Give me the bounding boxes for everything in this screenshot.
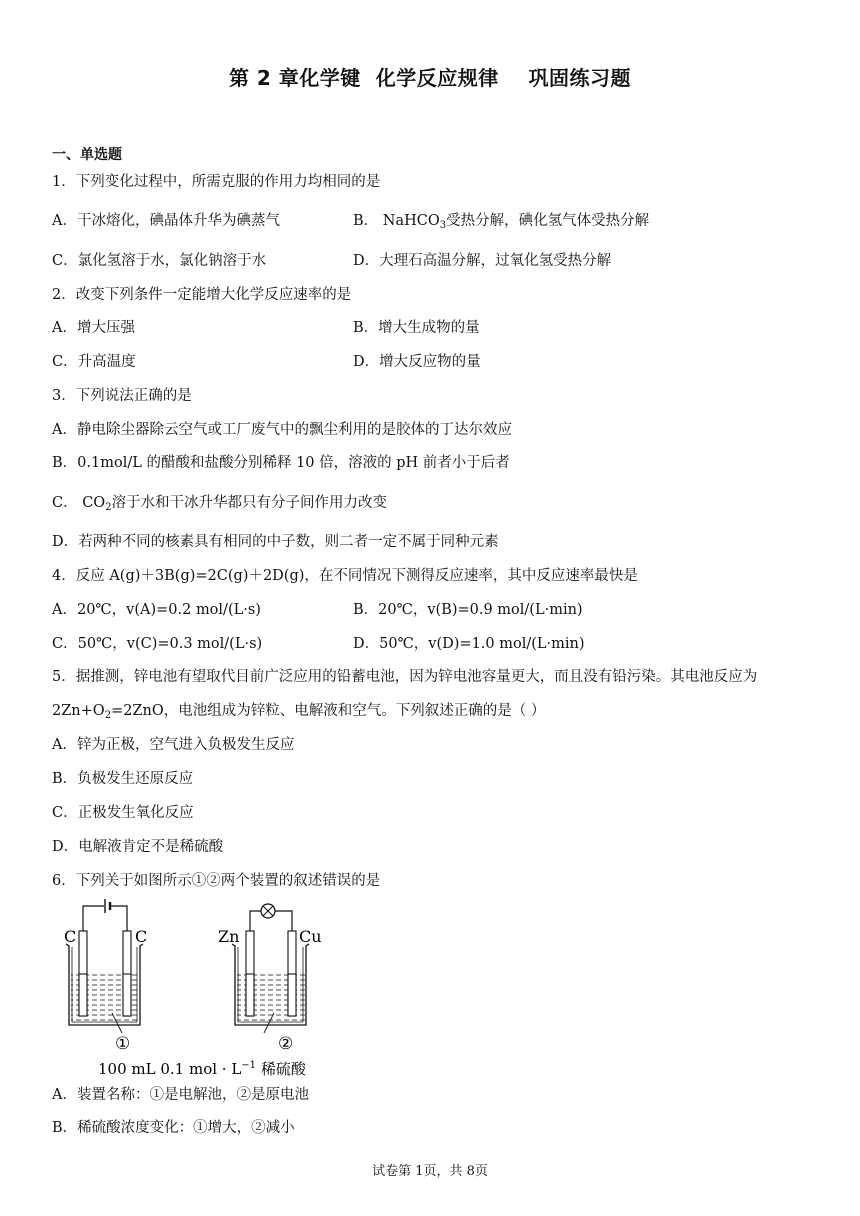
question-6-stem: 6．下列关于如图所示①②两个装置的叙述错误的是 xyxy=(52,873,381,889)
question-2-option-b: B．增大生成物的量 xyxy=(353,320,480,336)
question-4-option-c: C．50℃，v(C)=0.3 mol/(L·s) xyxy=(52,636,263,652)
option-c-text-cont: 溶于水和干冰升华都只有分子间作用力改变 xyxy=(111,495,388,511)
apparatus-1 xyxy=(64,899,147,1054)
electrochemistry-figure xyxy=(52,898,342,1082)
subscript: 3 xyxy=(439,220,447,231)
electrode-label-cu: Cu xyxy=(299,927,322,946)
question-4-option-d: D．50℃，v(D)=1.0 mol/(L·min) xyxy=(353,636,585,652)
question-4-stem: 4．反应 A(g)＋3B(g)=2C(g)＋2D(g)，在不同情况下测得反应速率，其中反应速率最快是 xyxy=(52,568,638,584)
option-b-text: B． NaHCO xyxy=(353,213,440,229)
question-5-stem-cont xyxy=(52,701,545,721)
question-4-option-b: B．20℃，v(B)=0.9 mol/(L·min) xyxy=(353,602,583,618)
apparatus-2 xyxy=(218,904,322,1054)
option-c-text: C． CO xyxy=(52,495,106,511)
superscript: −1 xyxy=(241,1060,257,1071)
question-3-stem: 3．下列说法正确的是 xyxy=(52,388,192,404)
equation-text: 2Zn+O xyxy=(52,703,105,719)
question-3-option-d: D．若两种不同的核素具有相同的中子数，则二者一定不属于同种元素 xyxy=(52,534,499,550)
caption-text: 100 mL 0.1 mol · L xyxy=(98,1060,242,1078)
question-3-option-a: A．静电除尘器除云空气或工厂废气中的飘尘利用的是胶体的丁达尔效应 xyxy=(52,422,512,438)
question-5-stem: 5．据推测，锌电池有望取代目前广泛应用的铅蓄电池，因为锌电池容量更大，而且没有铅污染。其电池反应为 xyxy=(52,669,758,685)
label-1: ① xyxy=(115,1034,131,1054)
question-5-option-d: D．电解液肯定不是稀硫酸 xyxy=(52,839,224,855)
page-title: 第 2 章化学键 化学反应规律 巩固练习题 xyxy=(228,66,632,90)
figure-caption xyxy=(98,1060,307,1078)
question-1-option-b xyxy=(353,211,649,231)
electrode-label-left: C xyxy=(64,927,77,946)
subscript: 2 xyxy=(104,710,112,721)
question-2-option-d: D．增大反应物的量 xyxy=(353,354,481,370)
question-1-stem: 1．下列变化过程中，所需克服的作用力均相同的是 xyxy=(52,174,381,190)
question-3-option-b: B．0.1mol/L 的醋酸和盐酸分别稀释 10 倍，溶液的 pH 前者小于后者 xyxy=(52,455,510,471)
question-3-option-c xyxy=(52,493,387,513)
question-5-option-b: B．负极发生还原反应 xyxy=(52,771,194,787)
subscript: 2 xyxy=(105,502,112,513)
caption-text-cont: 稀硫酸 xyxy=(256,1060,306,1078)
question-2-option-c: C．升高温度 xyxy=(52,354,136,370)
label-2: ② xyxy=(278,1034,294,1054)
question-5-option-c: C．正极发生氧化反应 xyxy=(52,805,194,821)
question-2-option-a: A．增大压强 xyxy=(52,320,135,336)
equation-text-cont: =2ZnO，电池组成为锌粒、电解液和空气。下列叙述正确的是（ ） xyxy=(111,703,546,719)
electrode-label-right: C xyxy=(135,927,148,946)
question-6-option-a: A．装置名称：①是电解池，②是原电池 xyxy=(52,1087,309,1103)
question-6-option-b: B．稀硫酸浓度变化：①增大，②减小 xyxy=(52,1120,295,1136)
section-heading: 一、单选题 xyxy=(52,147,122,163)
electrode-label-zn: Zn xyxy=(218,927,240,946)
question-4-option-a: A．20℃，v(A)=0.2 mol/(L·s) xyxy=(52,602,261,618)
option-b-text-cont: 受热分解，碘化氢气体受热分解 xyxy=(446,213,650,229)
question-2-stem: 2．改变下列条件一定能增大化学反应速率的是 xyxy=(52,287,352,303)
question-1-option-a: A．干冰熔化，碘晶体升华为碘蒸气 xyxy=(52,213,280,229)
question-1-option-d: D．大理石高温分解，过氧化氢受热分解 xyxy=(353,253,612,269)
question-1-option-c: C．氯化氢溶于水，氯化钠溶于水 xyxy=(52,253,267,269)
page-footer: 试卷第 1页，共 8页 xyxy=(372,1164,488,1179)
question-5-option-a: A．锌为正极，空气进入负极发生反应 xyxy=(52,737,295,753)
